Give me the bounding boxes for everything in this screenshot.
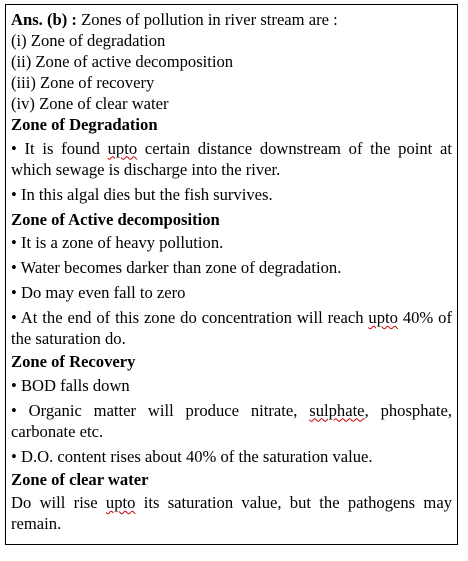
- active-bullet-1: • It is a zone of heavy pollution.: [11, 232, 224, 252]
- text-segment: Do will rise: [11, 492, 106, 512]
- active-bullet-3: • Do may even fall to zero: [11, 283, 186, 303]
- text-segment: 40% of the saturation do.: [11, 308, 452, 349]
- clear-water-heading: Zone of clear water: [11, 469, 149, 489]
- recovery-bullet-2: [11, 400, 452, 442]
- active-bullet-2: • Water becomes darker than zone of degradation.: [11, 258, 342, 278]
- zone-list-item: (i) Zone of degradation: [11, 31, 166, 51]
- spellcheck-word: sulphate: [309, 400, 365, 420]
- clear-water-text: [11, 492, 452, 534]
- answer-box: [5, 4, 458, 545]
- active-bullet-4: [11, 307, 452, 349]
- answer-intro: [11, 9, 452, 30]
- text-segment: • It is found: [11, 138, 108, 158]
- zone-list-item: (iii) Zone of recovery: [11, 73, 155, 93]
- degradation-bullet-1: [11, 138, 452, 180]
- spellcheck-word: upto: [368, 308, 398, 328]
- active-heading: Zone of Active decomposition: [11, 209, 220, 229]
- degradation-bullet-2: • In this algal dies but the fish survives.: [11, 184, 273, 204]
- answer-intro-text: Zones of pollution in river stream are :: [76, 10, 338, 29]
- zone-list-item: (ii) Zone of active decomposition: [11, 52, 234, 72]
- zone-list-item: (iv) Zone of clear water: [11, 94, 169, 114]
- answer-label: Ans. (b) :: [11, 10, 77, 29]
- text-segment: , phosphate, carbonate etc.: [11, 400, 452, 441]
- text-segment: its saturation value, but the pathogens may remain.: [11, 492, 452, 534]
- recovery-bullet-1: • BOD falls down: [11, 375, 130, 395]
- text-segment: certain distance downstream of the point at which sewage is discharge into the river.: [11, 138, 452, 179]
- recovery-bullet-3: • D.O. content rises about 40% of the saturation value.: [11, 446, 373, 466]
- degradation-heading: Zone of Degradation: [11, 115, 158, 135]
- text-segment: • Organic matter will produce nitrate,: [11, 400, 310, 420]
- recovery-heading: Zone of Recovery: [11, 352, 136, 372]
- text-segment: • At the end of this zone do concentration will reach: [11, 308, 369, 328]
- spellcheck-word: upto: [107, 138, 138, 158]
- spellcheck-word: upto: [105, 492, 136, 512]
